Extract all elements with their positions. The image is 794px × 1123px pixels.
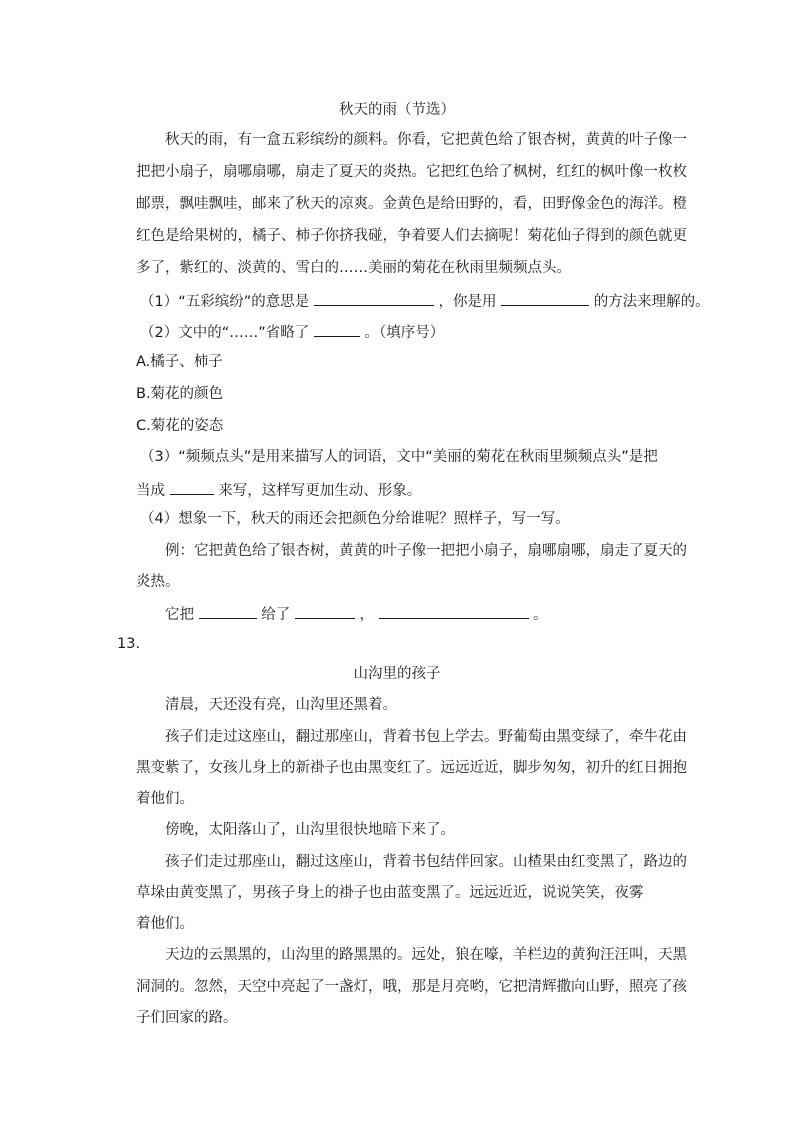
passage-line: 草垛由黄变黑了，男孩子身上的褂子也由蓝变黑了。远远近近，说说笑笑，夜雾 (136, 885, 644, 901)
passage-line: 秋天的雨，有一盒五彩缤纷的颜料。你看，它把黄色给了银杏树，黄黄的叶子像一 (165, 132, 687, 148)
question-4: （4）想象一下，秋天的雨还会把颜色分给谁呢？照样子，写一写。 (140, 511, 570, 527)
answer-blank[interactable] (199, 603, 257, 619)
option-c: C.菊花的姿态 (136, 418, 224, 434)
passage-line: 洞洞的。忽然，天空中亮起了一盏灯，哦，那是月亮哟，它把清辉撒向山野，照亮了孩 (136, 979, 687, 995)
passage-line: 孩子们走过这座山，翻过那座山，背着书包上学去。野葡萄由黑变绿了，牵牛花由 (165, 729, 687, 745)
answer-blank[interactable] (314, 290, 434, 306)
passage-line: 红色是给果树的，橘子、柿子你挤我碰，争着要人们去摘呢！菊花仙子得到的颜色就更 (136, 228, 687, 244)
example-line: 炎热。 (136, 574, 180, 590)
question-1-text: 的方法来理解的。 (593, 294, 710, 310)
answer-blank[interactable] (379, 603, 529, 619)
question-4-text: ， (359, 607, 374, 623)
question-3-line1: （3）“频频点头”是用来描写人的词语，文中“美丽的菊花在秋雨里频频点头”是把 (140, 449, 658, 465)
question-3-text: 来写，这样写更加生动、形象。 (218, 483, 422, 499)
passage-title-mountain-child: 山沟里的孩子 (353, 666, 441, 682)
question-3-line2 (136, 479, 421, 501)
question-4-text: 。 (533, 607, 548, 623)
answer-blank[interactable] (501, 290, 589, 306)
passage-line: 着他们。 (136, 791, 194, 807)
passage-line: 傍晚，太阳落山了，山沟里很快地暗下来了。 (165, 822, 455, 838)
passage-line: 黑变紫了，女孩儿身上的新褂子也由黑变红了。远远近近，脚步匆匆，初升的红日拥抱 (136, 760, 687, 776)
passage-line: 把把小扇子，扇哪扇哪，扇走了夏天的炎热。它把红色给了枫树，红红的枫叶像一枚枚 (136, 164, 687, 180)
passage-line: 邮票，飘哇飘哇，邮来了秋天的凉爽。金黄色是给田野的，看，田野像金色的海洋。橙 (136, 196, 687, 212)
passage-line: 子们回家的路。 (136, 1010, 238, 1026)
question-1-text: ，你是用 (438, 294, 497, 310)
passage-line: 清晨，天还没有亮，山沟里还黑着。 (165, 697, 397, 713)
passage-line: 多了，紫红的、淡黄的、雪白的……美丽的菊花在秋雨里频频点头。 (136, 260, 571, 276)
option-b: B.菊花的颜色 (136, 386, 224, 402)
question-1-text: （1）“五彩缤纷”的意思是 (140, 294, 310, 310)
option-a: A.橘子、柿子 (136, 354, 223, 370)
question-2 (140, 321, 444, 343)
question-1 (140, 290, 710, 312)
question-number: 13. (117, 636, 141, 652)
passage-line: 着他们。 (136, 916, 194, 932)
question-2-text: （2）文中的“……”省略了 (140, 325, 310, 341)
question-4-text: 给了 (261, 607, 291, 623)
passage-line: 天边的云黑黑的，山沟里的路黑黑的。远处，狼在嚎，羊栏边的黄狗汪汪叫，天黑 (165, 947, 687, 963)
answer-blank[interactable] (314, 321, 360, 337)
example-line: 例：它把黄色给了银杏树，黄黄的叶子像一把把小扇子，扇哪扇哪，扇走了夏天的 (165, 543, 687, 559)
answer-blank[interactable] (295, 603, 355, 619)
question-2-text: 。（填序号） (364, 325, 445, 341)
answer-blank[interactable] (170, 479, 214, 495)
passage-line: 孩子们走过那座山，翻过这座山，背着书包结伴回家。山楂果由红变黑了，路边的 (165, 854, 687, 870)
question-4-text: 它把 (165, 607, 194, 623)
passage-title-autumn-rain: 秋天的雨（节选） (339, 102, 455, 118)
question-3-text: 当成 (136, 483, 165, 499)
question-4-fill (165, 603, 548, 625)
